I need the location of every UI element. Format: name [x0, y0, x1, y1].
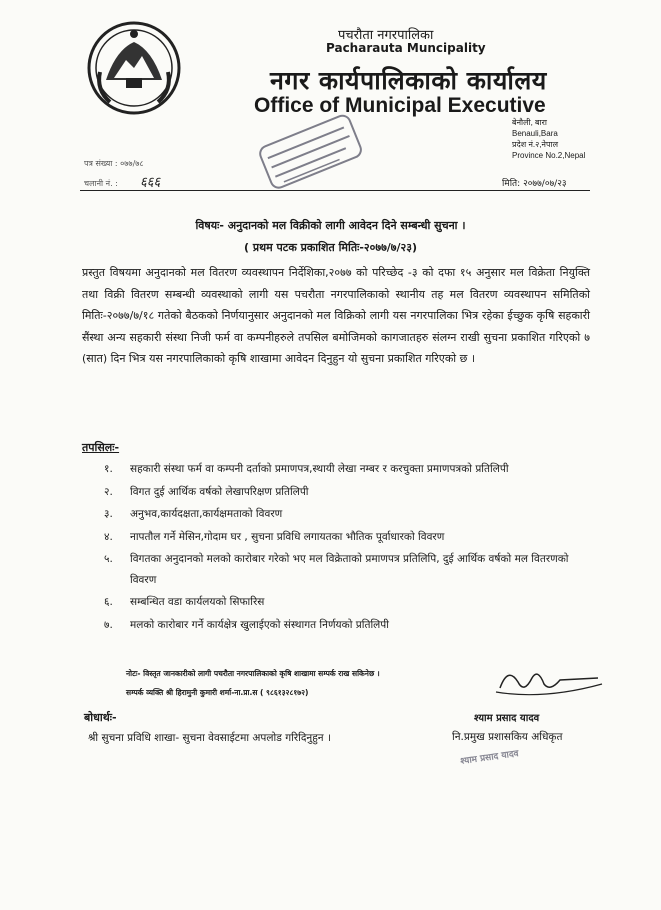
nepal-emblem-logo: [86, 20, 182, 116]
reference-number: पत्र संख्या : ०७७/७८: [84, 159, 144, 168]
notice-subject: विषयः- अनुदानको मल विक्रीको लागी आवेदन दिने सम्बन्धी सुचना ।: [195, 219, 466, 232]
list-item-text: सहकारी संस्था फर्म वा कम्पनी दर्ताको प्रमाणपत्र,स्थायी लेखा नम्बर र करचुक्ता प्रमाणपत्रको प्रतिलिपी: [130, 463, 509, 475]
address-line: Province No.2,Nepal: [512, 151, 586, 160]
list-item-number: ६.: [104, 596, 113, 608]
list-item: [104, 482, 594, 503]
list-item-number: ३.: [104, 508, 113, 520]
list-item-number: ७.: [104, 618, 113, 631]
list-item: [104, 615, 594, 636]
publication-date: ( प्रथम पटक प्रकाशित मितिः-२०७७/७/२३): [243, 241, 418, 254]
list-item-text: विगत दुई आर्थिक वर्षको लेखापरिक्षण प्रतिलिपी: [130, 485, 309, 498]
signer-name: श्याम प्रसाद यादव: [474, 713, 540, 724]
list-item: [104, 504, 594, 525]
list-item-text: नापतौल गर्ने मेसिन,गोदाम घर , सुचना प्रविधि लगायतका भौतिक पूर्वाधारको विवरण: [130, 530, 445, 543]
municipality-name-np: पचरौता नगरपालिका: [338, 28, 434, 43]
list-item-text: मलको कारोबार गर्ने कार्यक्षेत्र खुलाईएको संस्थागत निर्णयको प्रतिलिपी: [130, 618, 389, 631]
cc-recipient: श्री सुचना प्रविधि शाखा- सुचना वेवसाईटमा अपलोड गरिदिनुहुन ।: [88, 732, 331, 744]
list-item-number: ५.: [104, 553, 113, 565]
letter-date: मिति: २०७७/०७/२३: [502, 179, 567, 189]
handwritten-signature: [494, 660, 606, 700]
notice-note: नोटः- विस्तृत जानकारीको लागी पचरौता नगरपालिकाको कृषि शाखामा सम्पर्क राख सकिनेछ ।: [126, 669, 380, 678]
cc-heading: बोधार्थः-: [84, 711, 117, 724]
list-item: [104, 549, 594, 590]
notice-body: प्रस्तुत विषयमा अनुदानको मल वितरण व्यवस्थापन निर्देशिका,२०७७ को परिच्छेद -३ को दफा १५ अनुसार मल विक्रेता नियुक्ति तथा विक्री वितरण सम्बन्धी व्यवस्थाको लागी यस पचरौता नगरपालिकाको स्थानीय तह मल वितरण व्यवस्थापन समितिको मितिः-२०७७/७/१८ गतेको बैठकको निर्णयानुसार अनुदानको मल विक्रिको लागी यस नगरपालिका भित्र रहेका ईच्छुक कृषि सहकारी सैंस्था अन्य सहकारी संस्था निजी फर्म वा कम्पनीहरुले तपसिल बमोजिमको कागजातहरु संलग्न राखी सुचना प्रकाशित गरिएको ७ (सात) दिन भित्र यस नगरपालिकाको कृषि शाखामा आवेदन दिनुहुन यो सुचना प्रकाशित गरिएको छ ।: [82, 266, 590, 366]
signer-title: नि.प्रमुख प्रशासकिय अधिकृत: [452, 731, 563, 743]
header-divider: [80, 190, 590, 191]
dispatch-number-label: चलानी नं. :: [84, 179, 118, 188]
contact-person: सम्पर्क व्यक्ति श्री हिरामुनी कुमारी शर्मा-ना.प्रा.स ( ९८६१३२८१७२): [126, 688, 309, 697]
office-title-en: Office of Municipal Executive: [254, 94, 546, 117]
address-line: बेनौली, बारा: [512, 118, 548, 127]
list-item-number: १.: [104, 463, 113, 475]
municipality-name-en: Pacharauta Muncipality: [326, 41, 486, 55]
office-seal-stamp: [245, 108, 375, 198]
address-line: Benauli,Bara: [512, 129, 558, 138]
signer-stamp: श्याम प्रसाद यादव: [459, 748, 520, 768]
office-title-np: नगर कार्यपालिकाको कार्यालय: [270, 66, 547, 95]
schedule-heading: तपसिलः-: [82, 441, 120, 454]
list-item-text: अनुभव,कार्यदक्षता,कार्यक्षमताको विवरण: [130, 508, 283, 520]
list-item-number: २.: [104, 485, 113, 498]
document-requirements-list: [104, 459, 594, 637]
list-item: [104, 527, 594, 548]
list-item: [104, 592, 594, 613]
list-item-number: ४.: [104, 530, 113, 543]
list-item: [104, 459, 594, 480]
list-item-text: विगतका अनुदानको मलको कारोबार गरेको भए मल विक्रेताको प्रमाणपत्र प्रतिलिपि, दुई आर्थिक वर्षको मल वितरणको विवरण: [130, 553, 569, 586]
list-item-text: सम्बन्धित वडा कार्यलयको सिफारिस: [130, 596, 265, 608]
dispatch-number-value: ६६६: [140, 175, 161, 190]
address-line: प्रदेश नं.२,नेपाल: [512, 140, 558, 149]
address-block: [512, 117, 585, 161]
